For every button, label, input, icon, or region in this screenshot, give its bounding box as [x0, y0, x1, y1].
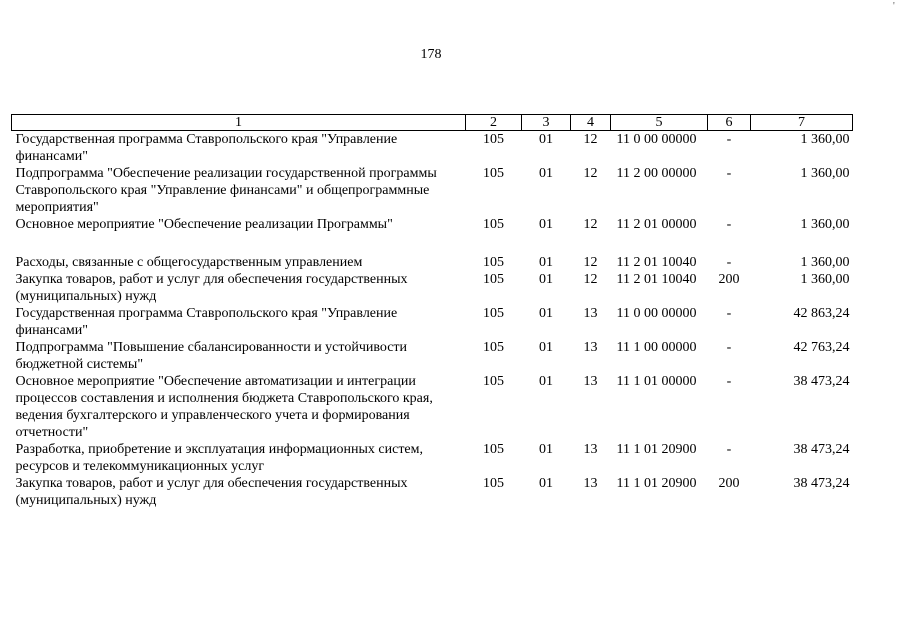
column-header-5: 5	[611, 115, 708, 131]
cell-section: 01	[539, 306, 553, 321]
cell-name: Разработка, приобретение и эксплуатация информационных систем, ресурсов и телекоммуникационных услуг	[15, 442, 424, 474]
cell-section: 01	[539, 340, 553, 355]
cell-amount: 38 473,24	[793, 476, 850, 491]
column-header-1: 1	[12, 115, 466, 131]
cell-expense-type: -	[726, 306, 732, 321]
cell-expense-type: -	[726, 255, 732, 270]
cell-amount: 42 763,24	[793, 340, 850, 355]
cell-section: 01	[539, 272, 553, 287]
table-row	[12, 373, 853, 441]
cell-subsection: 13	[583, 306, 598, 321]
cell-amount: 38 473,24	[793, 442, 850, 457]
cell-expense-type: -	[726, 217, 732, 232]
cell-section: 01	[539, 255, 553, 270]
column-header-3: 3	[522, 115, 571, 131]
cell-target: 11 1 01 20900	[616, 442, 697, 457]
cell-section: 01	[539, 442, 553, 457]
cell-target: 11 2 01 10040	[616, 272, 697, 287]
cell-subsection: 13	[583, 340, 598, 355]
column-header-7: 7	[751, 115, 853, 131]
cell-name: Государственная программа Ставропольского края "Управление финансами"	[15, 306, 398, 338]
column-header-6: 6	[708, 115, 751, 131]
table-row	[12, 305, 853, 339]
cell-subsection: 12	[583, 217, 598, 232]
cell-expense-type: -	[726, 132, 732, 147]
cell-amount: 1 360,00	[800, 272, 850, 287]
table-row	[12, 441, 853, 475]
cell-name: Основное мероприятие "Обеспечение реализации Программы"	[15, 217, 393, 232]
cell-amount: 42 863,24	[793, 306, 850, 321]
cell-ministry: 105	[483, 166, 504, 181]
table-row	[12, 271, 853, 305]
cell-name: Подпрограмма "Повышение сбалансированности и устойчивости бюджетной системы"	[15, 340, 408, 372]
table-header-row	[12, 115, 853, 131]
corner-mark: '	[893, 1, 895, 12]
page-number: 178	[420, 47, 442, 62]
cell-name: Подпрограмма "Обеспечение реализации государственной программы Ставропольского края "Управление финансами" и общепрограммные мероприятия"	[15, 166, 437, 215]
cell-subsection: 12	[583, 166, 598, 181]
cell-section: 01	[539, 132, 553, 147]
table-row	[12, 475, 853, 509]
cell-ministry: 105	[483, 272, 504, 287]
cell-section: 01	[539, 476, 553, 491]
cell-subsection: 13	[583, 374, 598, 389]
cell-section: 01	[539, 166, 553, 181]
cell-subsection: 12	[583, 255, 598, 270]
cell-name: Государственная программа Ставропольского края "Управление финансами"	[15, 132, 398, 164]
cell-target: 11 2 01 00000	[616, 217, 697, 232]
cell-subsection: 13	[583, 442, 598, 457]
cell-section: 01	[539, 217, 553, 232]
cell-subsection: 12	[583, 272, 598, 287]
cell-amount: 1 360,00	[800, 166, 850, 181]
column-header-4: 4	[571, 115, 611, 131]
cell-target: 11 0 00 00000	[616, 132, 697, 147]
cell-amount: 1 360,00	[800, 217, 850, 232]
cell-target: 11 1 01 00000	[616, 374, 697, 389]
cell-subsection: 13	[583, 476, 598, 491]
cell-ministry: 105	[483, 132, 504, 147]
cell-expense-type: 200	[718, 476, 740, 491]
cell-target: 11 1 00 00000	[616, 340, 697, 355]
table-row	[12, 339, 853, 373]
cell-subsection: 12	[583, 132, 598, 147]
table-row	[12, 165, 853, 216]
cell-amount: 38 473,24	[793, 374, 850, 389]
table-row	[12, 216, 853, 254]
column-header-2: 2	[466, 115, 522, 131]
cell-name: Закупка товаров, работ и услуг для обеспечения государственных (муниципальных) нужд	[15, 476, 408, 508]
cell-ministry: 105	[483, 476, 504, 491]
cell-expense-type: 200	[718, 272, 740, 287]
cell-ministry: 105	[483, 374, 504, 389]
cell-target: 11 2 01 10040	[616, 255, 697, 270]
budget-table	[11, 114, 853, 509]
cell-name: Закупка товаров, работ и услуг для обеспечения государственных (муниципальных) нужд	[15, 272, 408, 304]
cell-ministry: 105	[483, 340, 504, 355]
cell-target: 11 0 00 00000	[616, 306, 697, 321]
cell-expense-type: -	[726, 166, 732, 181]
cell-name: Основное мероприятие "Обеспечение автоматизации и интеграции процессов составления и исполнения бюджета Ставропольского края, ведения бухгалтерского и управленческого учета и формирования отчетности"	[15, 374, 433, 440]
cell-expense-type: -	[726, 442, 732, 457]
cell-ministry: 105	[483, 306, 504, 321]
cell-expense-type: -	[726, 340, 732, 355]
cell-target: 11 1 01 20900	[616, 476, 697, 491]
cell-amount: 1 360,00	[800, 132, 850, 147]
cell-ministry: 105	[483, 255, 504, 270]
cell-expense-type: -	[726, 374, 732, 389]
cell-name: Расходы, связанные с общегосударственным управлением	[15, 255, 363, 270]
cell-ministry: 105	[483, 217, 504, 232]
table-row	[12, 254, 853, 271]
cell-section: 01	[539, 374, 553, 389]
cell-ministry: 105	[483, 442, 504, 457]
table-row	[12, 131, 853, 166]
cell-target: 11 2 00 00000	[616, 166, 697, 181]
cell-amount: 1 360,00	[800, 255, 850, 270]
